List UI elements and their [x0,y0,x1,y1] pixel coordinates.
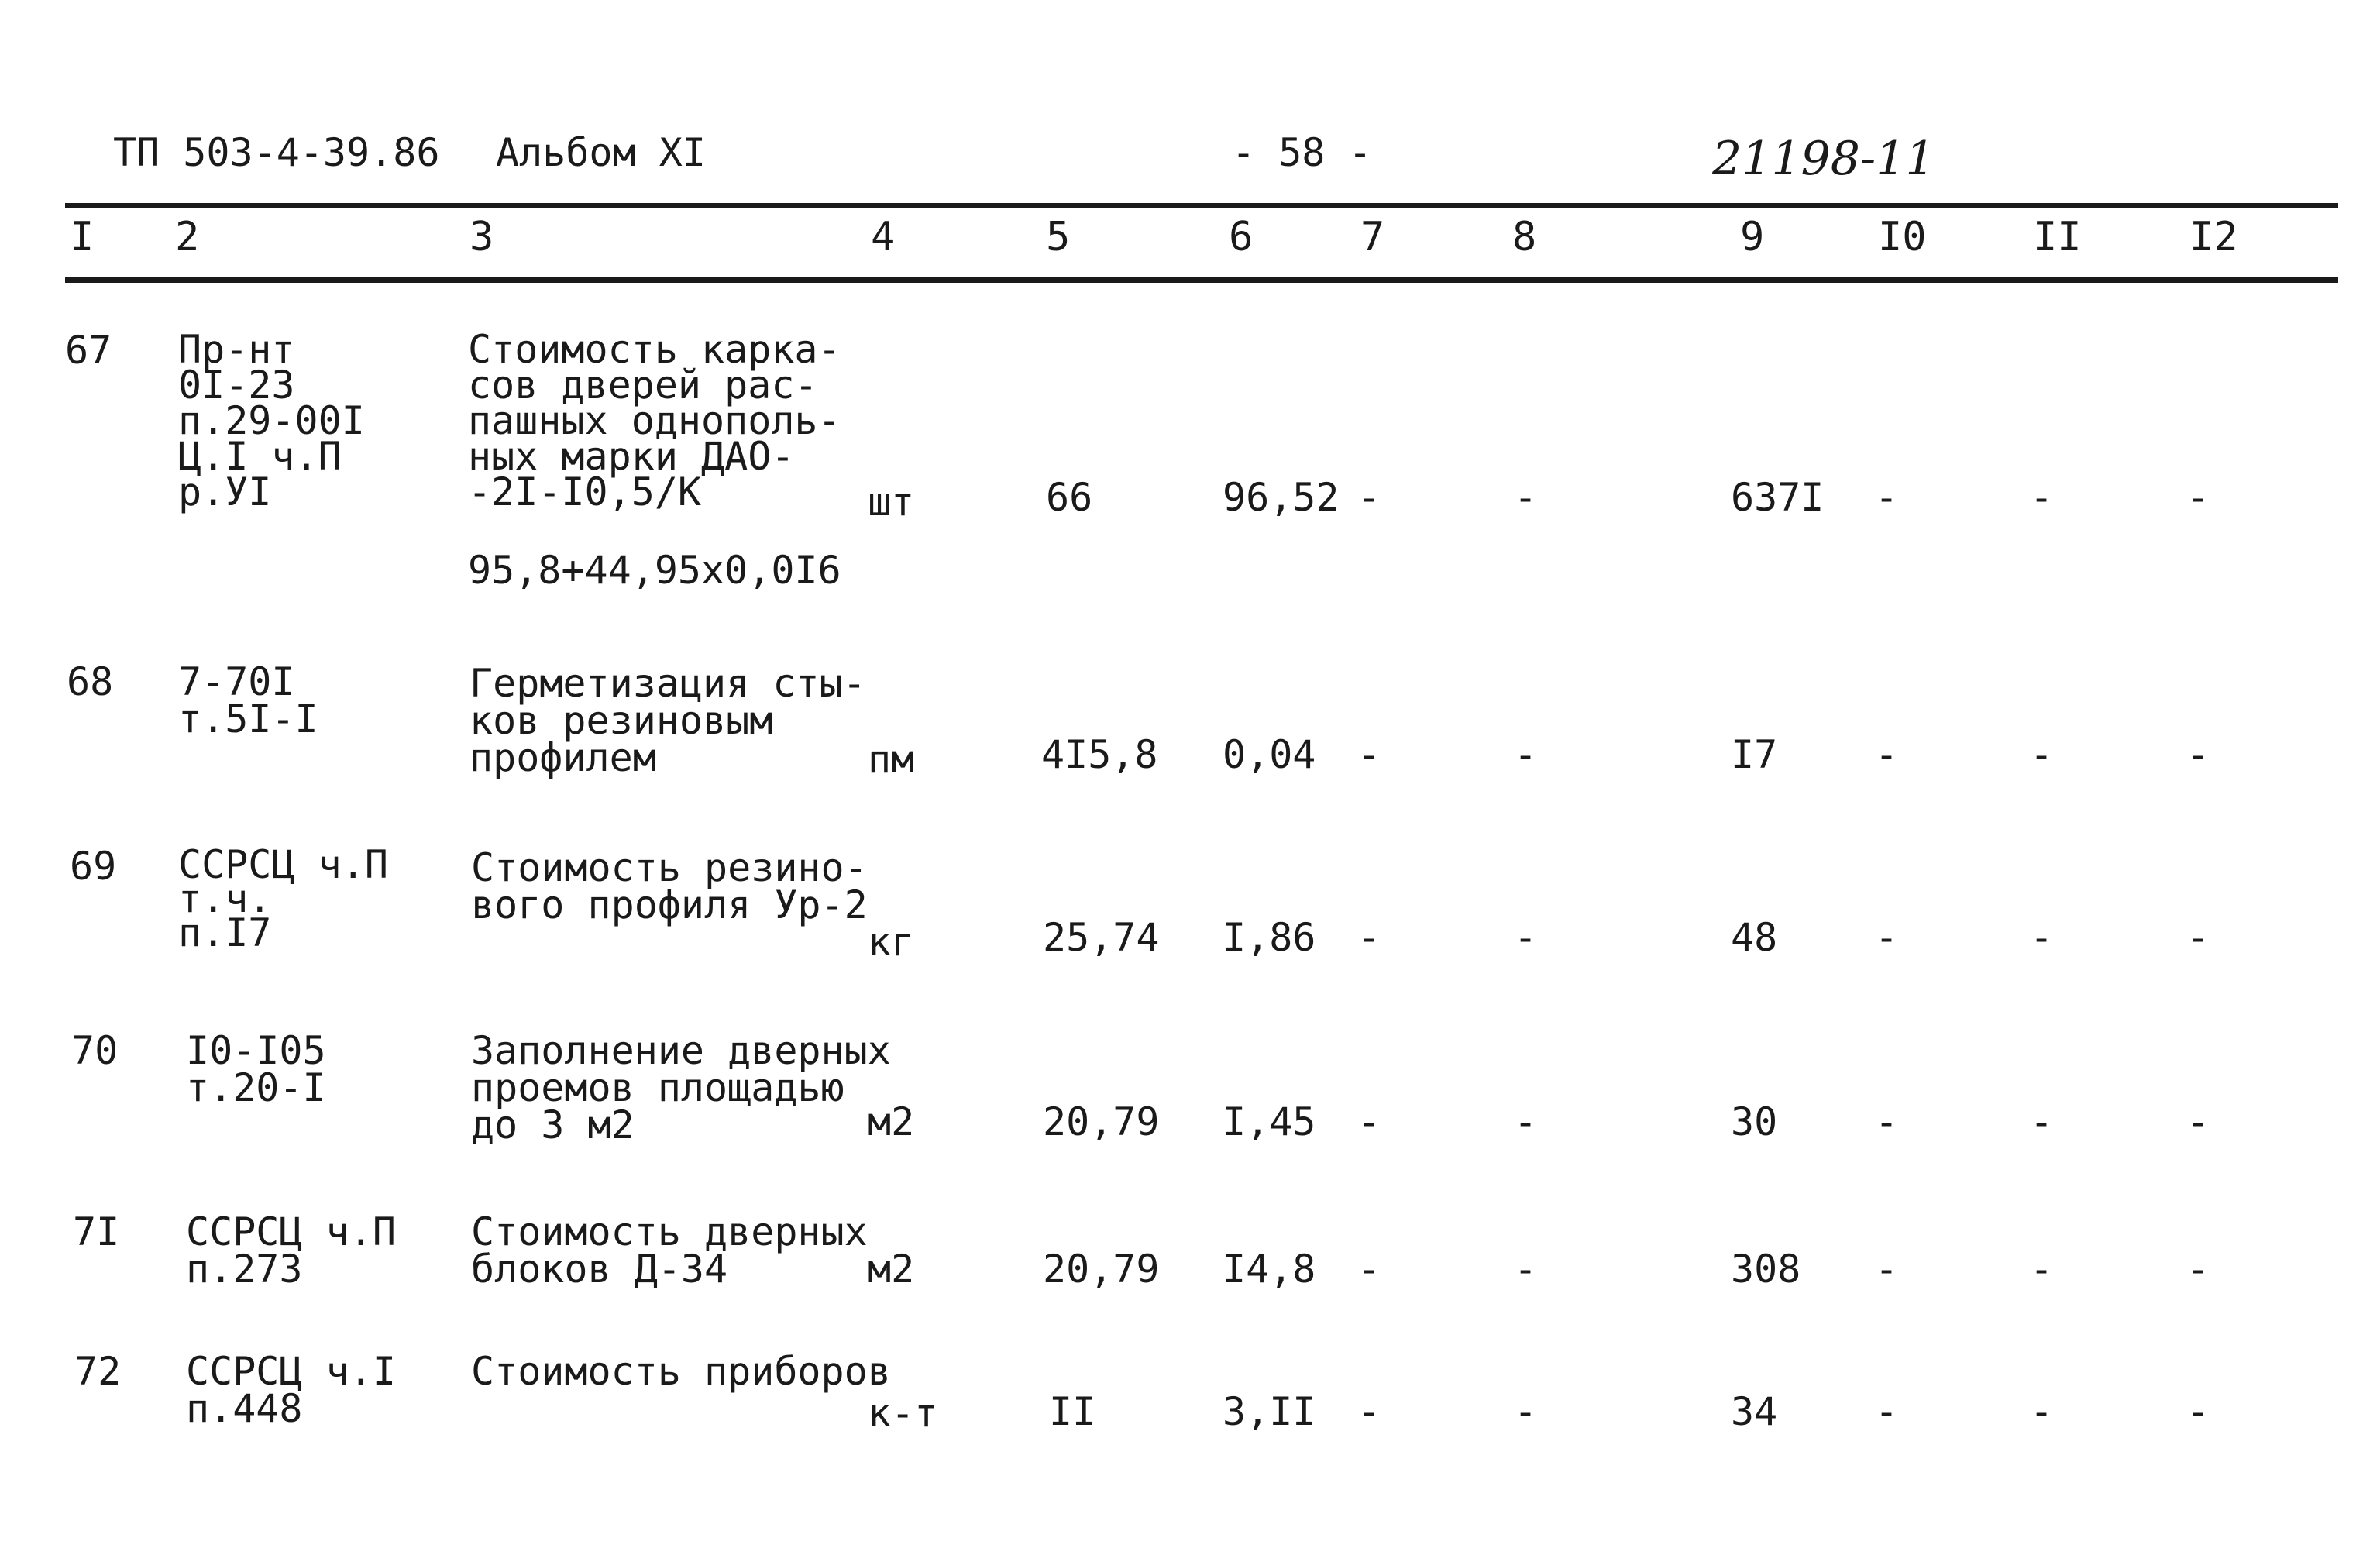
document-code: ТП 503-4-39.86 [113,130,440,175]
unit: к-т [868,1391,938,1436]
column-8-value: - [1514,1389,1538,1434]
column-8-value: - [1514,1247,1538,1292]
quantity: 25,74 [1043,915,1160,960]
quantity: 20,79 [1043,1099,1160,1144]
total-cost: 48 [1731,915,1778,960]
column-7-value: - [1357,1099,1381,1144]
work-description: Стоимость карка- сов дверей рас- пашных однополь- ных марки ДАО- -2I-I0,5/К [468,327,841,514]
work-description: Стоимость дверных блоков Д-34 [471,1209,868,1292]
work-description: Стоимость приборов [471,1349,891,1394]
cost-formula: 95,8+44,95х0,0I6 [468,548,841,593]
unit: кг [868,920,915,965]
column-12-value: - [2186,732,2210,777]
unit: пм [868,737,915,782]
column-10-value: - [1875,915,1899,960]
total-cost: 30 [1731,1099,1778,1144]
column-7-value: - [1357,1247,1381,1292]
column-7-value: - [1357,475,1381,520]
column-8-value: - [1514,915,1538,960]
column-number-12: I2 [2189,214,2238,260]
unit-cost: 0,04 [1223,732,1316,777]
total-cost: I7 [1731,732,1778,777]
column-8-value: - [1514,1099,1538,1144]
quantity: 20,79 [1043,1247,1160,1292]
unit-cost: 3,II [1223,1389,1316,1434]
column-11-value: - [2030,1247,2054,1292]
column-10-value: - [1875,475,1899,520]
column-number-7: 7 [1360,214,1385,260]
column-11-value: - [2030,1389,2054,1434]
page-number: - 58 - [1232,130,1372,175]
column-11-value: - [2030,1099,2054,1144]
pricing-reference: ССРСЦ ч.П п.273 [186,1209,396,1292]
column-number-4: 4 [871,214,896,260]
row-number: 69 [70,844,117,889]
column-number-11: II [2033,214,2082,260]
unit: шт [868,480,915,525]
column-7-value: - [1357,915,1381,960]
quantity: 4I5,8 [1041,732,1158,777]
column-7-value: - [1357,732,1381,777]
work-description: Герметизация сты- ков резиновым профилем [469,661,866,780]
column-11-value: - [2030,732,2054,777]
unit-cost: I,86 [1223,915,1316,960]
row-number: 7I [73,1209,120,1254]
inventory-number: 21198-11 [1712,132,1935,186]
column-12-value: - [2186,1389,2210,1434]
column-12-value: - [2186,915,2210,960]
pricing-reference: ССРСЦ ч.П т.ч. п.I7 [178,842,388,955]
column-8-value: - [1514,732,1538,777]
total-cost: 637I [1731,475,1825,520]
column-number-1: I [70,214,95,260]
column-10-value: - [1875,1247,1899,1292]
column-12-value: - [2186,1247,2210,1292]
column-10-value: - [1875,1099,1899,1144]
column-12-value: - [2186,475,2210,520]
total-cost: 308 [1731,1247,1801,1292]
unit-cost: I4,8 [1223,1247,1316,1292]
row-number: 72 [74,1349,122,1394]
row-number: 70 [71,1028,119,1073]
row-number: 67 [65,328,112,373]
column-11-value: - [2030,475,2054,520]
column-number-6: 6 [1229,214,1254,260]
unit-cost: 96,52 [1223,475,1340,520]
pricing-reference: ССРСЦ ч.I п.448 [186,1349,396,1431]
quantity: 66 [1046,475,1093,520]
column-10-value: - [1875,732,1899,777]
column-11-value: - [2030,915,2054,960]
column-number-3: 3 [469,214,494,260]
pricing-reference: I0-I05 т.20-I [186,1028,326,1110]
unit-cost: I,45 [1223,1099,1316,1144]
column-number-10: I0 [1878,214,1927,260]
column-10-value: - [1875,1389,1899,1434]
unit: м2 [868,1099,915,1144]
total-cost: 34 [1731,1389,1778,1434]
column-number-8: 8 [1512,214,1537,260]
work-description: Стоимость резино- вого профиля Ур-2 [471,845,868,927]
column-8-value: - [1514,475,1538,520]
work-description: Заполнение дверных проемов площадью до 3 м2 [471,1028,891,1147]
table-top-rule [65,203,2338,208]
table-header-rule [65,277,2338,283]
column-12-value: - [2186,1099,2210,1144]
column-number-2: 2 [175,214,200,260]
unit: м2 [868,1247,915,1292]
album-label: Альбом XI [496,130,706,175]
column-number-9: 9 [1740,214,1765,260]
column-7-value: - [1357,1389,1381,1434]
column-number-5: 5 [1046,214,1071,260]
quantity: II [1049,1389,1096,1434]
pricing-reference: Пр-нт 0I-23 п.29-00I Ц.I ч.П р.УI [178,327,365,514]
pricing-reference: 7-70I т.5I-I [178,659,318,741]
row-number: 68 [67,659,114,704]
